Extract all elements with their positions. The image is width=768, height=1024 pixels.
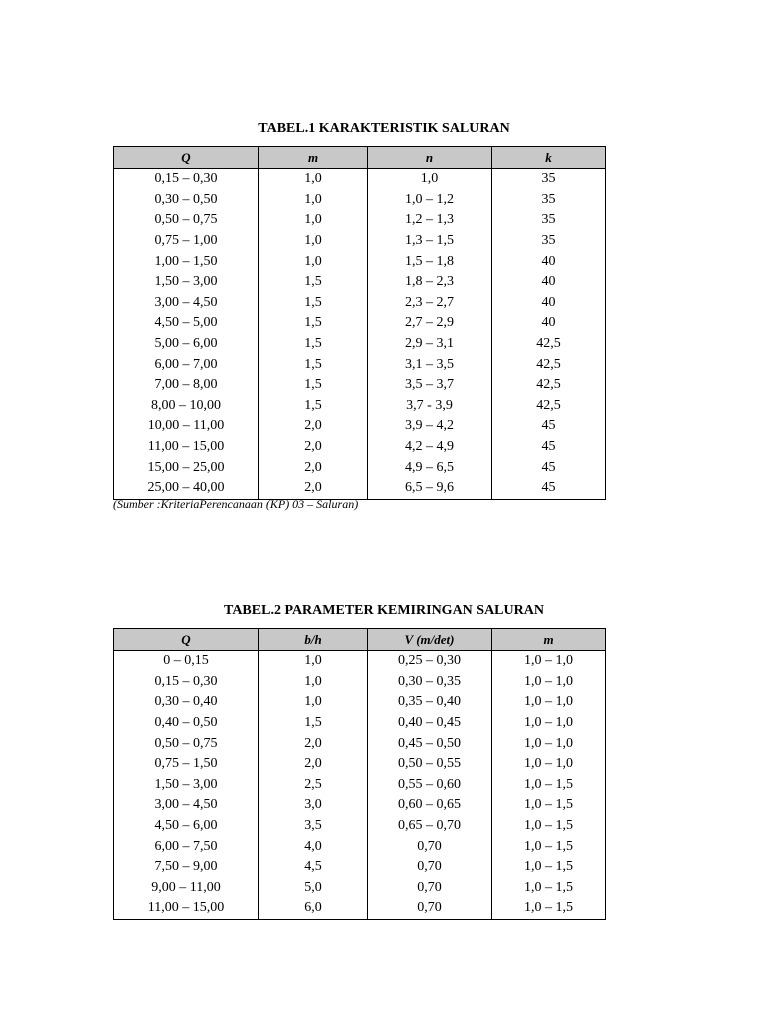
table-1-karakteristik-saluran: [113, 146, 606, 500]
table-row: [114, 190, 606, 211]
table-cell: 0,40 – 0,50: [114, 713, 259, 734]
table-cell: 4,50 – 5,00: [114, 313, 259, 334]
table-cell: 0,70: [368, 857, 492, 878]
table-cell: 40: [492, 293, 606, 314]
table-cell: 1,0 – 1,0: [492, 754, 606, 775]
table-row: [114, 816, 606, 837]
table-row: [114, 795, 606, 816]
table-cell: 1,3 – 1,5: [368, 231, 492, 252]
table-cell: 5,00 – 6,00: [114, 334, 259, 355]
table-cell: 1,5 – 1,8: [368, 251, 492, 272]
table-cell: 1,0 – 1,0: [492, 651, 606, 672]
table-cell: 1,0 – 1,0: [492, 713, 606, 734]
table-cell: 1,5: [259, 375, 368, 396]
table-cell: 0,75 – 1,00: [114, 231, 259, 252]
table-cell: 7,50 – 9,00: [114, 857, 259, 878]
table-cell: 35: [492, 210, 606, 231]
table-cell: 1,5: [259, 396, 368, 417]
table-cell: 3,00 – 4,50: [114, 293, 259, 314]
table-row: [114, 354, 606, 375]
table-cell: 1,0: [368, 169, 492, 190]
table-cell: 42,5: [492, 375, 606, 396]
table-cell: 1,0: [259, 692, 368, 713]
table-2-title: TABEL.2 PARAMETER KEMIRINGAN SALURAN: [224, 603, 544, 618]
table-cell: 40: [492, 251, 606, 272]
table-row: [114, 672, 606, 693]
table-cell: 25,00 – 40,00: [114, 478, 259, 499]
table-cell: 1,00 – 1,50: [114, 251, 259, 272]
table-cell: 2,0: [259, 416, 368, 437]
table-cell: 1,5: [259, 293, 368, 314]
column-header-b-h: b/h: [259, 629, 368, 651]
table-cell: 0,70: [368, 878, 492, 899]
table-cell: 0,30 – 0,35: [368, 672, 492, 693]
table-cell: 1,0: [259, 672, 368, 693]
table-cell: 1,0 – 1,2: [368, 190, 492, 211]
table-cell: 4,5: [259, 857, 368, 878]
table-cell: 1,0 – 1,0: [492, 692, 606, 713]
table-row: [114, 416, 606, 437]
table-cell: 0,45 – 0,50: [368, 733, 492, 754]
table-cell: 1,5: [259, 334, 368, 355]
table-row: [114, 651, 606, 672]
source-note: (Sumber :KriteriaPerencanaan (KP) 03 – Saluran): [113, 497, 359, 511]
table-row: [114, 478, 606, 499]
table-cell: 45: [492, 478, 606, 499]
table-cell: 1,2 – 1,3: [368, 210, 492, 231]
table-row: [114, 396, 606, 417]
table-cell: 42,5: [492, 354, 606, 375]
table-header-row: [114, 147, 606, 169]
table-cell: 2,0: [259, 478, 368, 499]
table-cell: 0,70: [368, 836, 492, 857]
table-cell: 4,50 – 6,00: [114, 816, 259, 837]
table-row: [114, 313, 606, 334]
column-header-q: Q: [114, 147, 259, 169]
table-cell: 2,5: [259, 775, 368, 796]
table-row: [114, 692, 606, 713]
table-cell: 1,50 – 3,00: [114, 272, 259, 293]
table-cell: 3,7 - 3,9: [368, 396, 492, 417]
table-row: [114, 878, 606, 899]
table-cell: 2,0: [259, 733, 368, 754]
table-cell: 0,75 – 1,50: [114, 754, 259, 775]
table-row: [114, 437, 606, 458]
column-header-v: V (m/det): [368, 629, 492, 651]
table-cell: 42,5: [492, 334, 606, 355]
table-cell: 0,40 – 0,45: [368, 713, 492, 734]
table-cell: 0,55 – 0,60: [368, 775, 492, 796]
table-cell: 6,00 – 7,50: [114, 836, 259, 857]
table-cell: 1,0: [259, 231, 368, 252]
table-row: [114, 754, 606, 775]
table-cell: 1,0 – 1,0: [492, 672, 606, 693]
table-cell: 1,0 – 1,5: [492, 878, 606, 899]
column-header-m: m: [492, 629, 606, 651]
table-cell: 1,0: [259, 651, 368, 672]
table-cell: 1,0 – 1,5: [492, 857, 606, 878]
column-header-k: k: [492, 147, 606, 169]
table-row: [114, 836, 606, 857]
table-cell: 1,0 – 1,5: [492, 775, 606, 796]
table-cell: 1,0: [259, 169, 368, 190]
table-cell: 4,9 – 6,5: [368, 457, 492, 478]
table-cell: 2,0: [259, 457, 368, 478]
table-cell: 42,5: [492, 396, 606, 417]
table-cell: 1,0 – 1,5: [492, 795, 606, 816]
table-cell: 3,5: [259, 816, 368, 837]
table-cell: 1,0 – 1,5: [492, 836, 606, 857]
table-cell: 40: [492, 313, 606, 334]
table-cell: 3,0: [259, 795, 368, 816]
table-cell: 0,25 – 0,30: [368, 651, 492, 672]
table-row: [114, 210, 606, 231]
table-cell: 10,00 – 11,00: [114, 416, 259, 437]
table-cell: 6,00 – 7,00: [114, 354, 259, 375]
table-cell: 3,1 – 3,5: [368, 354, 492, 375]
table-cell: 35: [492, 169, 606, 190]
table-row: [114, 857, 606, 878]
table-cell: 0,50 – 0,75: [114, 210, 259, 231]
table-cell: 1,5: [259, 313, 368, 334]
table-cell: 3,5 – 3,7: [368, 375, 492, 396]
table-cell: 1,5: [259, 272, 368, 293]
table-cell: 7,00 – 8,00: [114, 375, 259, 396]
table-header-row: [114, 629, 606, 651]
table-cell: 6,5 – 9,6: [368, 478, 492, 499]
table-cell: 2,7 – 2,9: [368, 313, 492, 334]
table-cell: 8,00 – 10,00: [114, 396, 259, 417]
table-cell: 5,0: [259, 878, 368, 899]
table-cell: 11,00 – 15,00: [114, 898, 259, 919]
table-cell: 2,9 – 3,1: [368, 334, 492, 355]
table-cell: 11,00 – 15,00: [114, 437, 259, 458]
table-cell: 0,50 – 0,55: [368, 754, 492, 775]
table-row: [114, 334, 606, 355]
table-cell: 1,0 – 1,0: [492, 733, 606, 754]
table-cell: 3,9 – 4,2: [368, 416, 492, 437]
table-cell: 15,00 – 25,00: [114, 457, 259, 478]
table-cell: 0,30 – 0,50: [114, 190, 259, 211]
table-cell: 45: [492, 416, 606, 437]
table-cell: 0,70: [368, 898, 492, 919]
table-cell: 35: [492, 231, 606, 252]
table-cell: 3,00 – 4,50: [114, 795, 259, 816]
table-cell: 6,0: [259, 898, 368, 919]
table-cell: 1,0: [259, 190, 368, 211]
table-cell: 1,5: [259, 713, 368, 734]
table-row: [114, 272, 606, 293]
table-cell: 1,8 – 2,3: [368, 272, 492, 293]
table-row: [114, 293, 606, 314]
table-cell: 0,65 – 0,70: [368, 816, 492, 837]
table-cell: 0,15 – 0,30: [114, 169, 259, 190]
column-header-q: Q: [114, 629, 259, 651]
table-cell: 1,0 – 1,5: [492, 898, 606, 919]
table-cell: 1,5: [259, 354, 368, 375]
table-cell: 1,0: [259, 210, 368, 231]
table-cell: 2,0: [259, 437, 368, 458]
table-cell: 0,60 – 0,65: [368, 795, 492, 816]
table-cell: 0,30 – 0,40: [114, 692, 259, 713]
table-cell: 1,50 – 3,00: [114, 775, 259, 796]
table-2-parameter-kemiringan-saluran: [113, 628, 606, 920]
table-cell: 4,2 – 4,9: [368, 437, 492, 458]
table-row: [114, 169, 606, 190]
table-row: [114, 457, 606, 478]
table-row: [114, 251, 606, 272]
column-header-n: n: [368, 147, 492, 169]
table-cell: 1,0: [259, 251, 368, 272]
table-row: [114, 375, 606, 396]
table-cell: 2,0: [259, 754, 368, 775]
table-row: [114, 733, 606, 754]
table-cell: 4,0: [259, 836, 368, 857]
table-cell: 0 – 0,15: [114, 651, 259, 672]
table-row: [114, 775, 606, 796]
table-cell: 2,3 – 2,7: [368, 293, 492, 314]
table-cell: 45: [492, 457, 606, 478]
table-cell: 0,15 – 0,30: [114, 672, 259, 693]
table-cell: 0,35 – 0,40: [368, 692, 492, 713]
table-cell: 9,00 – 11,00: [114, 878, 259, 899]
column-header-m: m: [259, 147, 368, 169]
table-cell: 40: [492, 272, 606, 293]
table-row: [114, 713, 606, 734]
table-cell: 1,0 – 1,5: [492, 816, 606, 837]
table-cell: 45: [492, 437, 606, 458]
table-row: [114, 898, 606, 919]
table-1-title: TABEL.1 KARAKTERISTIK SALURAN: [258, 121, 510, 136]
table-cell: 35: [492, 190, 606, 211]
table-cell: 0,50 – 0,75: [114, 733, 259, 754]
table-row: [114, 231, 606, 252]
